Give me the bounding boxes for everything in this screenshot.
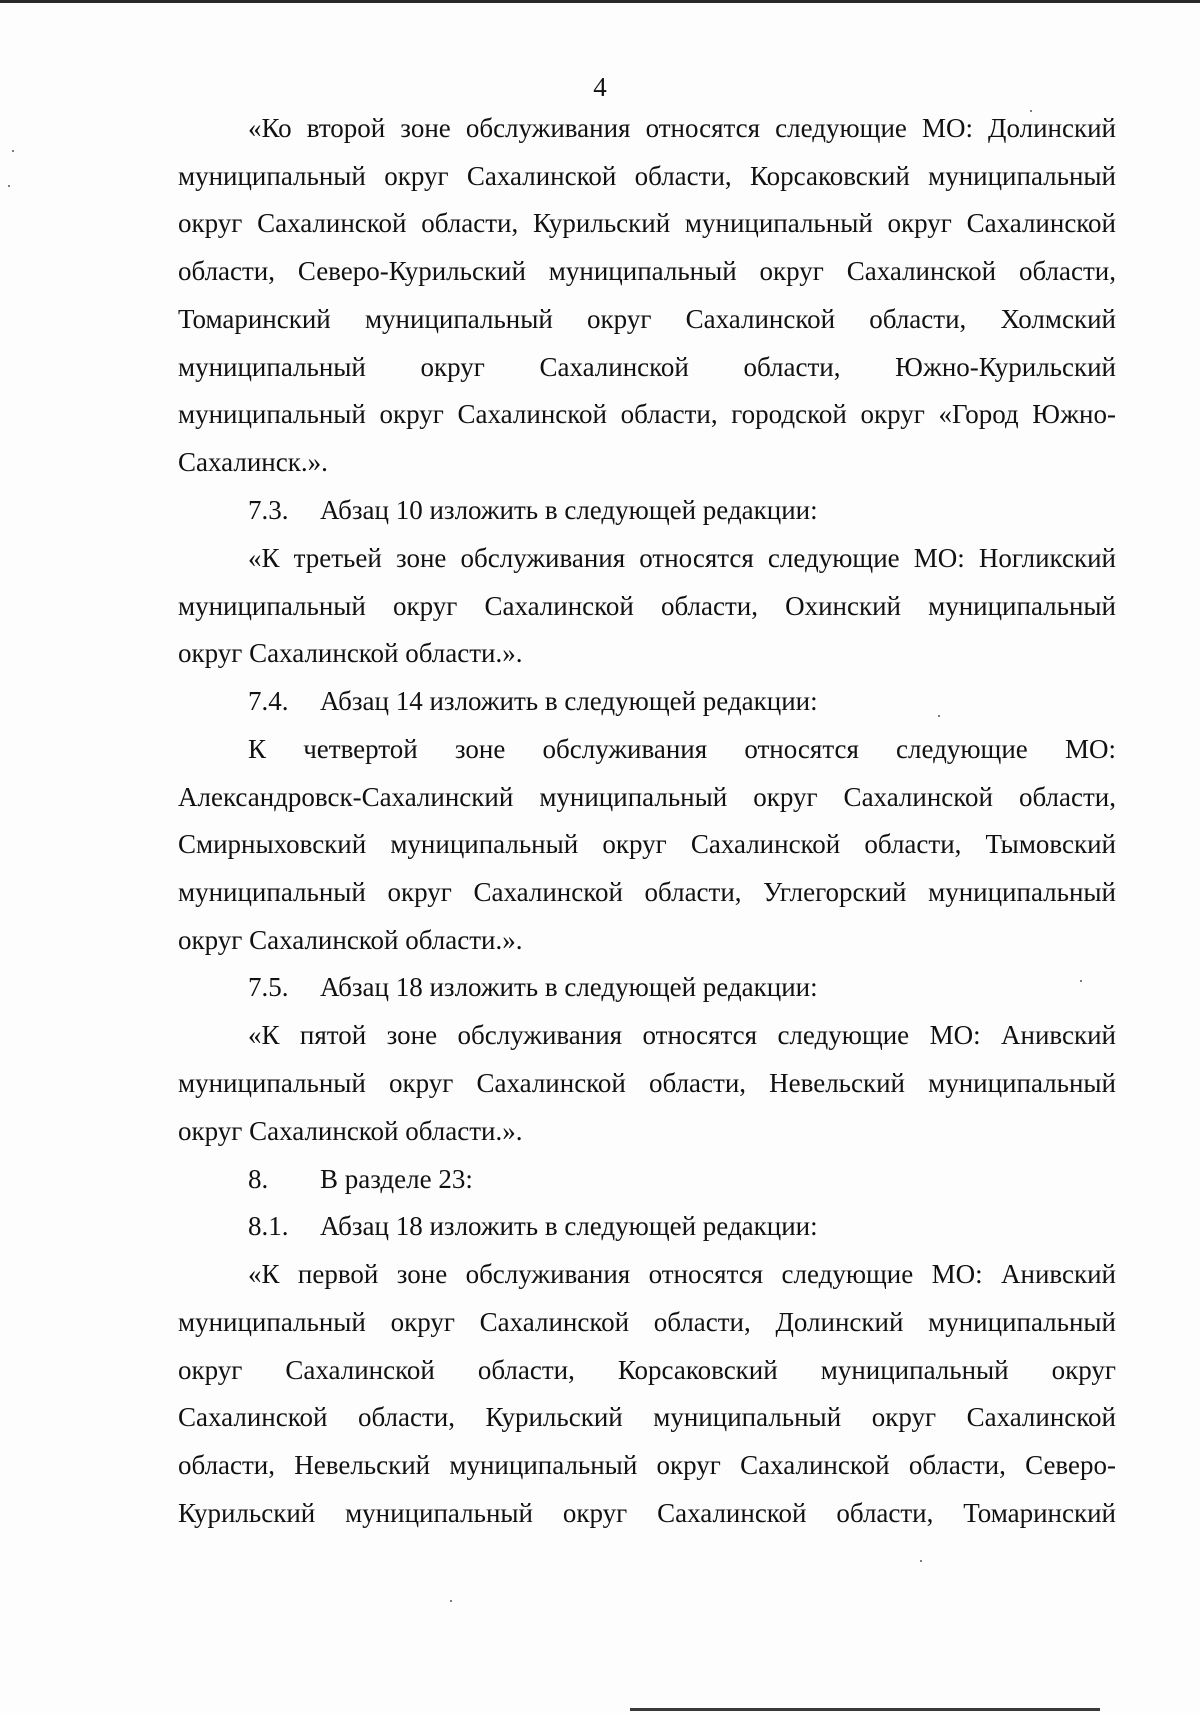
- paragraph-line: муниципальный округ Сахалинской области, Корсаковский муниципальный: [178, 161, 1116, 191]
- paragraph-line: муниципальный округ Сахалинской области, Невельский муниципальный: [178, 1068, 1116, 1098]
- paragraph-line: округ Сахалинской области, Корсаковский муниципальный округ: [178, 1355, 1116, 1385]
- paragraph-line: Сахалинск.».: [178, 447, 328, 477]
- scan-edge-bottom: [630, 1708, 1100, 1711]
- item-heading-7-3: [248, 494, 1116, 526]
- paragraph-line: муниципальный округ Сахалинской области, Охинский муниципальный: [178, 591, 1116, 621]
- scan-speck: [8, 185, 10, 187]
- paragraph-line: «Ко второй зоне обслуживания относятся следующие МО: Долинский: [248, 113, 1116, 143]
- paragraph-line: области, Невельский муниципальный округ Сахалинской области, Северо-: [178, 1450, 1116, 1480]
- paragraph-line: муниципальный округ Сахалинской области, Южно-Курильский: [178, 352, 1116, 382]
- scan-speck: [938, 715, 940, 717]
- item-text: Абзац 10 изложить в следующей редакции:: [320, 495, 818, 525]
- item-heading-7-5: [248, 971, 1116, 1003]
- paragraph-line: округ Сахалинской области, Курильский муниципальный округ Сахалинской: [178, 208, 1116, 238]
- paragraph-line: муниципальный округ Сахалинской области, Долинский муниципальный: [178, 1307, 1116, 1337]
- paragraph-line: округ Сахалинской области.».: [178, 925, 523, 955]
- item-heading-8: [248, 1163, 1116, 1195]
- item-text: Абзац 18 изложить в следующей редакции:: [320, 1211, 818, 1241]
- scan-edge-top: [0, 0, 1200, 3]
- item-heading-7-4: [248, 685, 1116, 717]
- item-number: 7.5.: [248, 972, 289, 1002]
- item-heading-8-1: [248, 1210, 1116, 1242]
- paragraph-line: муниципальный округ Сахалинской области, городской округ «Город Южно-: [178, 399, 1116, 429]
- paragraph-line: Сахалинской области, Курильский муниципальный округ Сахалинской: [178, 1402, 1116, 1432]
- scan-speck: [920, 1560, 922, 1562]
- paragraph-line: Александровск-Сахалинский муниципальный округ Сахалинской области,: [178, 782, 1116, 812]
- paragraph-line: «К первой зоне обслуживания относятся следующие МО: Анивский: [248, 1259, 1116, 1289]
- paragraph-line: Томаринский муниципальный округ Сахалинской области, Холмский: [178, 304, 1116, 334]
- item-number: 7.3.: [248, 495, 289, 525]
- paragraph-line: «К третьей зоне обслуживания относятся следующие МО: Ногликский: [248, 543, 1116, 573]
- item-text: В разделе 23:: [320, 1164, 473, 1194]
- paragraph-line: К четвертой зоне обслуживания относятся следующие МО:: [248, 734, 1116, 764]
- paragraph-line: области, Северо-Курильский муниципальный округ Сахалинской области,: [178, 256, 1116, 286]
- scan-speck: [12, 150, 14, 152]
- item-number: 8.1.: [248, 1211, 289, 1241]
- paragraph-line: Курильский муниципальный округ Сахалинской области, Томаринский: [178, 1498, 1116, 1528]
- paragraph-line: округ Сахалинской области.».: [178, 1116, 523, 1146]
- page-number: 4: [593, 72, 607, 102]
- paragraph-line: муниципальный округ Сахалинской области, Углегорский муниципальный: [178, 877, 1116, 907]
- item-text: Абзац 14 изложить в следующей редакции:: [320, 686, 818, 716]
- scan-speck: [1080, 980, 1082, 982]
- paragraph-line: «К пятой зоне обслуживания относятся следующие МО: Анивский: [248, 1020, 1116, 1050]
- paragraph-line: Смирныховский муниципальный округ Сахалинской области, Тымовский: [178, 829, 1116, 859]
- item-number: 8.: [248, 1164, 269, 1194]
- paragraph-line: округ Сахалинской области.».: [178, 638, 523, 668]
- scan-speck: [450, 1600, 452, 1602]
- item-number: 7.4.: [248, 686, 289, 716]
- scan-speck: [1030, 110, 1032, 112]
- item-text: Абзац 18 изложить в следующей редакции:: [320, 972, 818, 1002]
